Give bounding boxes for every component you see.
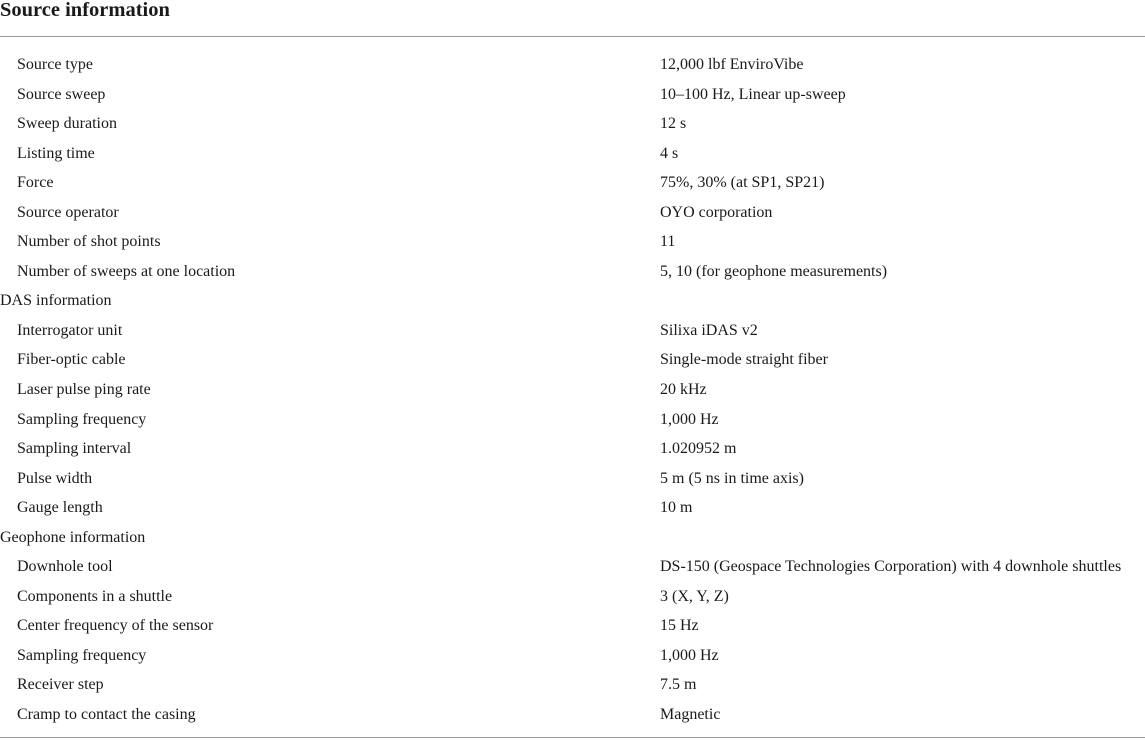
table-row	[0, 227, 1145, 257]
row-value: 4 s	[660, 144, 679, 162]
table-row	[0, 611, 1145, 641]
row-label: Components in a shuttle	[17, 587, 173, 605]
section-heading: Geophone information	[0, 528, 146, 546]
row-label: Receiver step	[17, 676, 104, 694]
row-label: Sampling frequency	[17, 646, 147, 664]
row-label: Cramp to contact the casing	[17, 706, 196, 724]
row-label: Source type	[17, 56, 93, 73]
row-label: Center frequency of the sensor	[17, 617, 214, 635]
table-row	[0, 670, 1145, 700]
row-value: 12 s	[660, 115, 687, 133]
table-row	[0, 168, 1145, 198]
row-value: 1.020952 m	[660, 440, 737, 458]
table-bottom-rule	[0, 737, 1145, 738]
row-value: 5 m (5 ns in time axis)	[660, 469, 804, 487]
table-row	[0, 552, 1145, 582]
row-value: 15 Hz	[660, 617, 699, 635]
table-row	[0, 109, 1145, 139]
row-value: DS-150 (Geospace Technologies Corporation) with 4 downhole shuttles	[660, 558, 1122, 576]
row-value: Silixa iDAS v2	[660, 321, 758, 339]
row-label: Force	[17, 174, 54, 192]
row-label: Sweep duration	[17, 115, 117, 133]
table-row	[0, 700, 1145, 730]
table-body	[0, 50, 1145, 730]
table-row	[0, 139, 1145, 169]
row-value: OYO corporation	[660, 203, 773, 221]
table-row	[0, 316, 1145, 346]
row-label: Fiber-optic cable	[17, 351, 126, 369]
table-title: Source information	[0, 0, 170, 21]
row-value: Magnetic	[660, 706, 721, 724]
row-value: 1,000 Hz	[660, 646, 719, 664]
row-label: Source operator	[17, 203, 119, 221]
row-label: Sampling interval	[17, 440, 132, 458]
row-value: 10 m	[660, 499, 693, 517]
row-label: Number of sweeps at one location	[17, 262, 236, 280]
row-value: Single-mode straight fiber	[660, 351, 828, 369]
row-label: Downhole tool	[17, 558, 113, 576]
table-header	[0, 0, 1145, 37]
row-value: 5, 10 (for geophone measurements)	[660, 262, 888, 280]
table-row	[0, 257, 1145, 287]
row-value: 1,000 Hz	[660, 410, 719, 428]
table-row	[0, 582, 1145, 612]
section-heading: DAS information	[0, 292, 112, 310]
row-label: Interrogator unit	[17, 321, 123, 339]
table-row	[0, 464, 1145, 494]
row-value: 3 (X, Y, Z)	[660, 587, 729, 605]
row-label: Sampling frequency	[17, 410, 147, 428]
table-row	[0, 405, 1145, 435]
table-row	[0, 345, 1145, 375]
table-row	[0, 493, 1145, 523]
row-value: 7.5 m	[660, 676, 697, 694]
row-label: Number of shot points	[17, 233, 161, 251]
row-label: Gauge length	[17, 499, 103, 517]
row-value: 20 kHz	[660, 381, 707, 399]
row-label: Source sweep	[17, 85, 106, 103]
section-row-das	[0, 286, 1145, 316]
row-label: Pulse width	[17, 469, 93, 487]
row-value: 12,000 lbf EnviroVibe	[660, 56, 804, 73]
row-value: 10–100 Hz, Linear up-sweep	[660, 85, 846, 103]
row-label: Listing time	[17, 144, 95, 162]
row-value: 75%, 30% (at SP1, SP21)	[660, 174, 825, 192]
row-label: Laser pulse ping rate	[17, 381, 151, 399]
table-row	[0, 198, 1145, 228]
table-row	[0, 80, 1145, 110]
table-row	[0, 50, 1145, 80]
row-value: 11	[660, 233, 676, 251]
section-row-geophone	[0, 523, 1145, 553]
table-row	[0, 434, 1145, 464]
table-row	[0, 641, 1145, 671]
table-row	[0, 375, 1145, 405]
